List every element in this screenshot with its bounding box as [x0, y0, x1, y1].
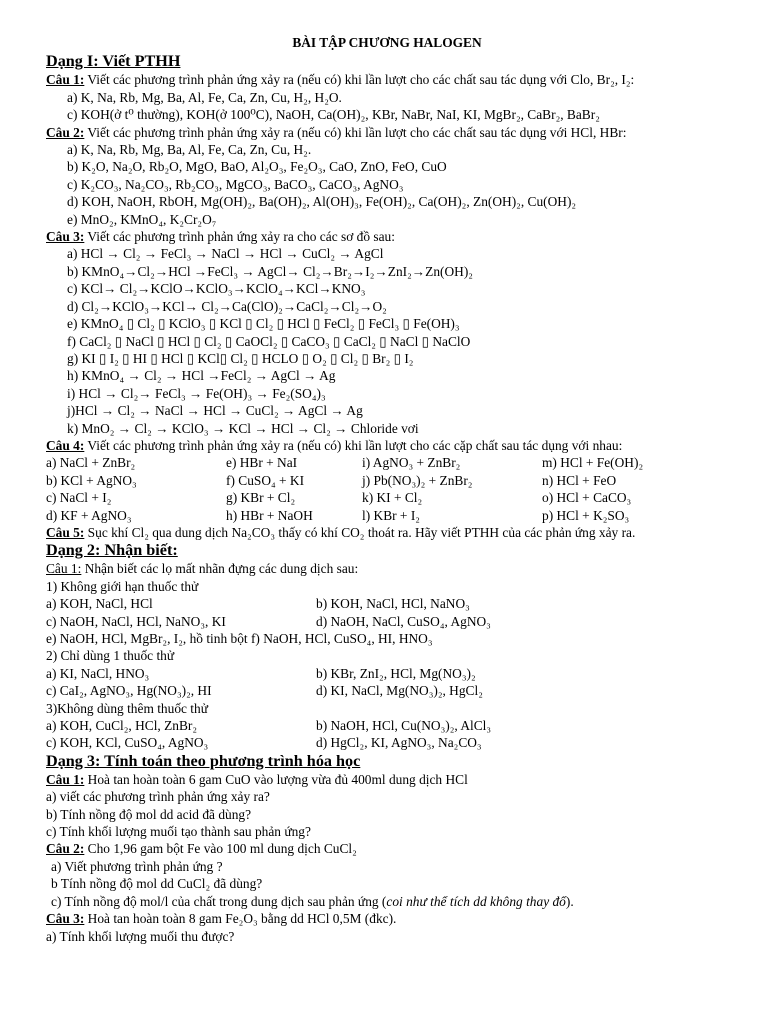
item-text-end: ). — [565, 893, 574, 909]
s1-q2-item: d) KOH, NaOH, RbOH, Mg(OH)₂, Ba(OH)₂, Al(OH)₃, Fe(OH)₂, Ca(OH)₂, Zn(OH)₂, Cu(OH)₂ — [67, 194, 577, 210]
s3-question-2 — [46, 840, 728, 857]
s1-q3-item: d) Cl₂→KClO₃→KCl→ Cl₂→Ca(ClO)₂→CaCl₂→Cl₂→O₂ — [67, 298, 387, 314]
pair-cell: e) HBr + NaI — [226, 455, 298, 471]
option-cell: d) KI, NaCl, Mg(NO₃)₂, HgCl₂ — [316, 683, 483, 699]
question-label: Câu 3: — [46, 911, 85, 927]
pair-cell: g) KBr + Cl₂ — [226, 490, 296, 506]
s3-q1-item: a) viết các phương trình phản ứng xảy ra? — [46, 789, 270, 805]
s1-q1-item: a) K, Na, Rb, Mg, Ba, Al, Fe, Ca, Zn, Cu, H₂, H₂O. — [67, 89, 342, 105]
s2-part-3-heading: 3)Không dùng thêm thuốc thử — [46, 700, 208, 716]
pair-cell: j) Pb(NO₃)₂ + ZnBr₂ — [362, 472, 473, 488]
pair-cell: b) KCl + AgNO₃ — [46, 472, 137, 488]
question-text: Hoà tan hoàn toàn 6 gam CuO vào lượng vừa đủ 400ml dung dịch HCl — [84, 771, 468, 787]
s1-question-1 — [46, 71, 728, 88]
s1-q3-item: a) HCl → Cl₂ → FeCl₃ → NaCl → HCl → CuCl₂ → AgCl — [67, 246, 384, 262]
pair-cell: i) AgNO₃ + ZnBr₂ — [362, 455, 461, 471]
s1-question-4 — [46, 437, 728, 454]
question-text: Viết các phương trình phản ứng xảy ra cho các sơ đồ sau: — [84, 229, 395, 245]
pair-cell: n) HCl + FeO — [542, 472, 617, 488]
s1-q3-item: i) HCl → Cl₂→ FeCl₃ → Fe(OH)₃ → Fe₂(SO₄)₃ — [67, 385, 326, 401]
item-italic-note: coi như thể tích dd không thay đổ — [386, 893, 566, 909]
s2-part-2-grid — [46, 665, 728, 700]
option-cell: a) KI, NaCl, HNO₃ — [46, 665, 150, 681]
s3-q2-item: a) Viết phương trình phản ứng ? — [51, 858, 223, 874]
pair-cell: h) HBr + NaOH — [226, 507, 313, 523]
pair-cell: c) NaCl + I₂ — [46, 490, 112, 506]
s2-question-1 — [46, 560, 728, 577]
option-cell: c) CaI₂, AgNO₃, Hg(NO₃)₂, HI — [46, 683, 212, 699]
option-cell: b) NaOH, HCl, Cu(NO₃)₂, AlCl₃ — [316, 718, 492, 734]
section-3-heading: Dạng 3: Tính toán theo phương trình hóa học — [46, 751, 361, 770]
s1-q2-item: a) K, Na, Rb, Mg, Ba, Al, Fe, Ca, Zn, Cu, H₂. — [67, 142, 312, 158]
s1-q4-pairs-grid — [46, 454, 728, 524]
pair-cell: d) KF + AgNO₃ — [46, 507, 132, 523]
s1-q2-item: c) K₂CO₃, Na₂CO₃, Rb₂CO₃, MgCO₃, BaCO₃, CaCO₃, AgNO₃ — [67, 176, 404, 192]
document-title: BÀI TẬP CHƯƠNG HALOGEN — [292, 35, 482, 50]
s1-q3-item: f) CaCl₂ ▯ NaCl ▯ HCl ▯ Cl₂ ▯ CaOCl₂ ▯ CaCO₃ ▯ CaCl₂ ▯ NaCl ▯ NaClO — [67, 333, 471, 349]
question-text: Viết các phương trình phản ứng xảy ra (nếu có) khi lần lượt cho các chất sau tác dụng với Clo, Br₂, I₂: — [84, 72, 635, 88]
s1-q3-item: h) KMnO₄ → Cl₂ → HCl →FeCl₂ → AgCl → Ag — [67, 368, 336, 384]
s1-q3-item: b) KMnO₄→Cl₂→HCl →FeCl₃ → AgCl→ Cl₂→Br₂→I₂→ZnI₂→Zn(OH)₂ — [67, 263, 473, 279]
section-2-heading: Dạng 2: Nhận biết: — [46, 541, 178, 560]
pair-cell: f) CuSO₄ + KI — [226, 472, 305, 488]
option-cell: c) NaOH, NaCl, HCl, NaNO₃, KI — [46, 613, 226, 629]
s3-q1-item: b) Tính nồng độ mol dd acid đã dùng? — [46, 806, 252, 822]
question-label: Câu 4: — [46, 437, 85, 453]
question-text: Nhận biết các lọ mất nhãn đựng các dung dịch sau: — [81, 561, 359, 577]
s1-q3-item: j)HCl → Cl₂ → NaCl → HCl → CuCl₂ → AgCl → Ag — [67, 403, 363, 419]
question-label: Câu 3: — [46, 229, 85, 245]
question-label: Câu 5: — [46, 524, 85, 540]
s2-part-3-grid — [46, 717, 728, 752]
s1-q3-item: g) KI ▯ I₂ ▯ HI ▯ HCl ▯ KCl▯ Cl₂ ▯ HCLO ▯ O₂ ▯ Cl₂ ▯ Br₂ ▯ I₂ — [67, 350, 414, 366]
pair-cell: a) NaCl + ZnBr₂ — [46, 455, 136, 471]
question-label: Câu 2: — [46, 841, 85, 857]
s3-q2-item-c — [46, 893, 728, 910]
pair-cell: m) HCl + Fe(OH)₂ — [542, 455, 644, 471]
s1-q1-item: c) KOH(ở t⁰ thường), KOH(ở 100⁰C), NaOH, Ca(OH)₂, KBr, NaBr, NaI, KI, MgBr₂, CaBr₂, BaBr₂ — [67, 107, 600, 123]
pair-cell: k) KI + Cl₂ — [362, 490, 423, 506]
s1-q3-item: k) MnO₂ → Cl₂ → KClO₃ → KCl → HCl → Cl₂ → Chloride vơi — [67, 420, 419, 436]
question-text: Viết các phương trình phản ứng xảy ra (nếu có) khi lần lượt cho các cặp chất sau tác dụng với nhau: — [84, 437, 623, 453]
s2-part-1-grid — [46, 595, 728, 630]
option-cell: c) KOH, KCl, CuSO₄, AgNO₃ — [46, 735, 209, 751]
s3-q2-item: b Tính nồng độ mol dd CuCl₂ đã dùng? — [51, 876, 263, 892]
question-label: Câu 1: — [46, 72, 85, 88]
s3-q1-item: c) Tính khối lượng muối tạo thành sau phản ứng? — [46, 824, 311, 840]
s1-q2-item: e) MnO₂, KMnO₄, K₂Cr₂O₇ — [67, 211, 217, 227]
s2-part-1-heading: 1) Không giới hạn thuốc thử — [46, 578, 199, 594]
s3-question-3 — [46, 910, 728, 927]
pair-cell: o) HCl + CaCO₃ — [542, 490, 632, 506]
option-cell: a) KOH, CuCl₂, HCl, ZnBr₂ — [46, 718, 198, 734]
s1-question-2 — [46, 124, 728, 141]
option-cell: d) HgCl₂, KI, AgNO₃, Na₂CO₃ — [316, 735, 482, 751]
pair-cell: l) KBr + I₂ — [362, 507, 420, 523]
s3-q3-item: a) Tính khối lượng muối thu được? — [46, 928, 235, 944]
s1-question-5 — [46, 524, 728, 541]
question-label: Câu 2: — [46, 124, 85, 140]
option-cell: b) KOH, NaCl, HCl, NaNO₃ — [316, 596, 470, 612]
section-1-heading: Dạng I: Viết PTHH — [46, 52, 181, 71]
question-label: Câu 1: — [46, 771, 85, 787]
option-cell: d) NaOH, NaCl, CuSO₄, AgNO₃ — [316, 613, 491, 629]
option-cell: b) KBr, ZnI₂, HCl, Mg(NO₃)₂ — [316, 665, 476, 681]
question-text: Hoà tan hoàn toàn 8 gam Fe₂O₃ bằng dd HCl 0,5M (đkc). — [84, 911, 397, 927]
s1-q2-item: b) K₂O, Na₂O, Rb₂O, MgO, BaO, Al₂O₃, Fe₂O₃, CaO, ZnO, FeO, CuO — [67, 159, 447, 175]
s3-question-1 — [46, 771, 728, 788]
question-text: Viết các phương trình phản ứng xảy ra (nếu có) khi lần lượt cho các chất sau tác dụng với HCl, HBr: — [84, 124, 627, 140]
pair-cell: p) HCl + K₂SO₃ — [542, 507, 630, 523]
s1-q3-item: c) KCl→ Cl₂→KClO→KClO₃→KClO₄→KCl→KNO₃ — [67, 281, 366, 297]
s1-q3-item: e) KMnO₄ ▯ Cl₂ ▯ KClO₃ ▯ KCl ▯ Cl₂ ▯ HCl ▯ FeCl₂ ▯ FeCl₃ ▯ Fe(OH)₃ — [67, 316, 460, 332]
item-text: c) Tính nồng độ mol/l của chất trong dung dịch sau phản ứng ( — [51, 893, 387, 909]
option-cell: a) KOH, NaCl, HCl — [46, 596, 153, 612]
question-text: Sục khí Cl₂ qua dung dịch Na₂CO₃ thấy có khí CO₂ thoát ra. Hãy viết PTHH của các phản ứng xảy ra. — [84, 524, 636, 540]
s1-question-3 — [46, 228, 728, 245]
question-label: Câu 1: — [46, 561, 82, 577]
s2-part-2-heading: 2) Chỉ dùng 1 thuốc thử — [46, 648, 175, 664]
question-text: Cho 1,96 gam bột Fe vào 100 ml dung dịch CuCl₂ — [84, 841, 357, 857]
s2-part-1-extra: e) NaOH, HCl, MgBr₂, I₂, hồ tinh bột f) NaOH, HCl, CuSO₄, HI, HNO₃ — [46, 631, 433, 646]
